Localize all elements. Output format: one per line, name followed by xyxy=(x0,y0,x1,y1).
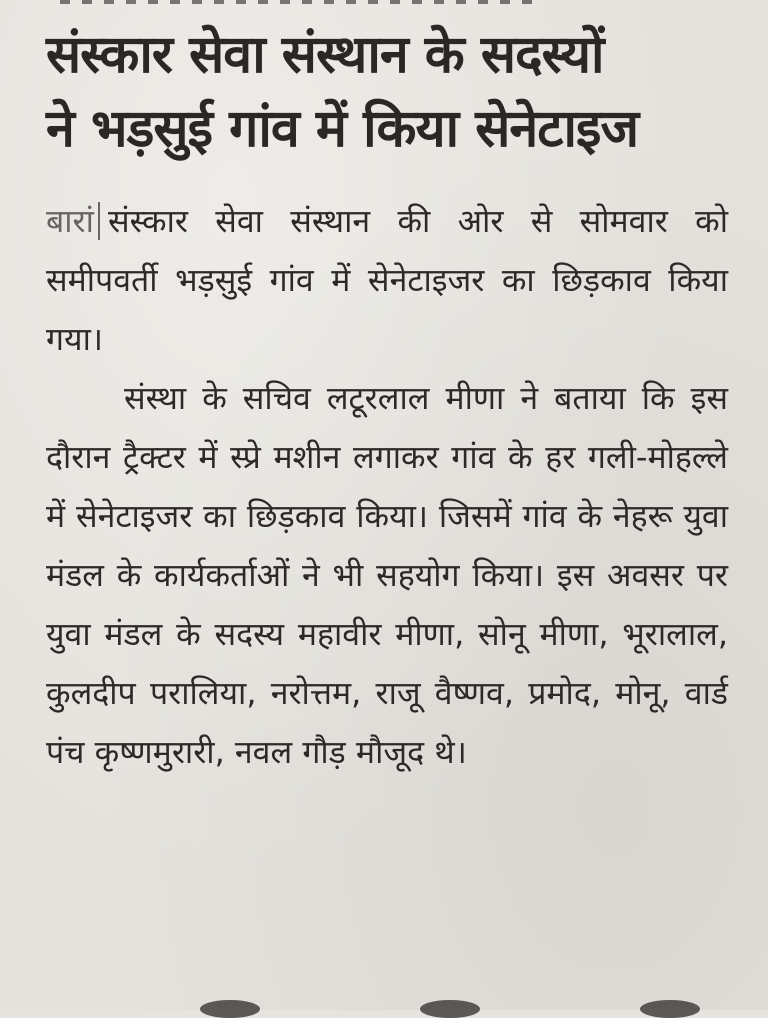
dateline: बारां xyxy=(46,202,100,240)
ink-mark xyxy=(200,1000,260,1018)
headline xyxy=(46,18,736,166)
headline-line-1: संस्कार सेवा संस्थान के सदस्यों xyxy=(46,25,604,85)
top-print-bleed xyxy=(60,0,540,4)
bottom-print-bleed xyxy=(0,998,768,1010)
ink-mark xyxy=(640,1000,700,1018)
article-body xyxy=(46,192,728,782)
headline-line-2: ने भड़सुई गांव में किया सेनेटाइज xyxy=(46,99,639,159)
article-paragraph-1-text: संस्कार सेवा संस्थान की ओर से सोमवार को समीपवर्ती भड़सुई गांव में सेनेटाइजर का छिड़काव किया गया। xyxy=(46,202,728,358)
article-paragraph-2: संस्था के सचिव लटूरलाल मीणा ने बताया कि इस दौरान ट्रैक्टर में स्प्रे मशीन लगाकर गांव के हर गली-मोहल्ले में सेनेटाइजर का छिड़काव किया। जिसमें गांव के नेहरू युवा मंडल के कार्यकर्ताओं ने भी सहयोग किया। इस अवसर पर युवा मंडल के सदस्य महावीर मीणा, सोनू मीणा, भूरालाल, कुलदीप परालिया, नरोत्तम, राजू वैष्णव, प्रमोद, मोनू, वार्ड पंच कृष्णमुरारी, नवल गौड़ मौजूद थे। xyxy=(46,379,728,771)
article-paragraph-1 xyxy=(46,192,728,369)
ink-mark xyxy=(420,1000,480,1018)
